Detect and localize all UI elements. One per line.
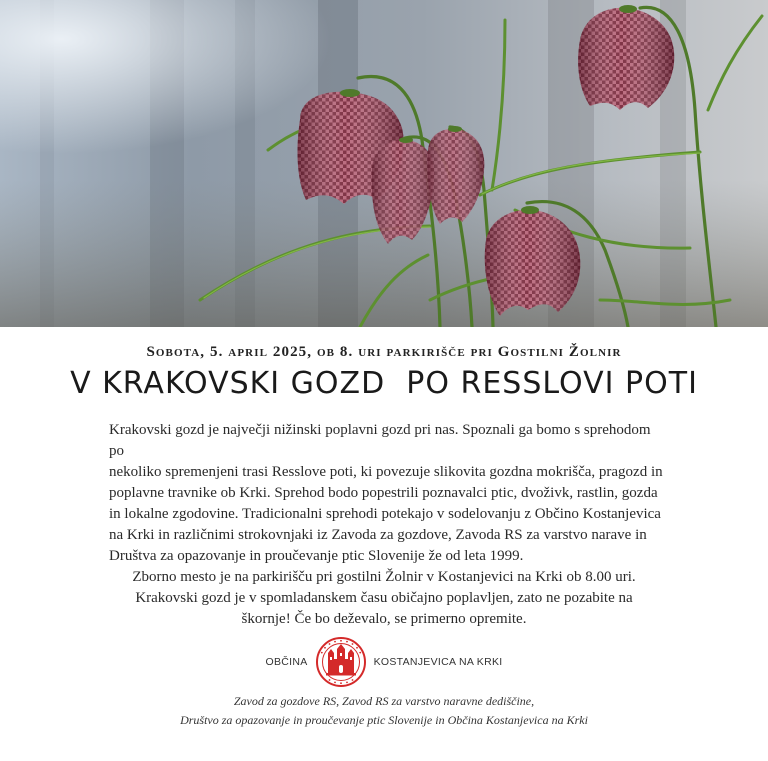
- meeting-line: Zborno mesto je na parkirišču pri gostilni Žolnir v Kostanjevici na Krki ob 8.00 uri.: [132, 569, 636, 585]
- intro-paragraph: [109, 420, 665, 567]
- intro-line: na Krki in različnimi strokovnjaki iz Zavoda za gozdove, Zavoda RS za varstvo narave in: [109, 527, 647, 543]
- intro-line: Krakovski gozd je največji nižinski poplavni gozd pri nas. Spoznali ga bomo s sprehodom po: [109, 422, 651, 459]
- intro-line: in lokalne zgodovine. Tradicionalni sprehodi potekajo v sodelovanju z Občino Kostanjevica: [109, 506, 661, 522]
- snakes-head-fritillary-photo: [0, 0, 768, 327]
- meeting-line: škornje! Če bo deževalo, se primerno opremite.: [241, 611, 527, 627]
- intro-line: Društva za opazovanje in proučevanje ptic Slovenije že od leta 1999.: [109, 548, 524, 564]
- intro-line: nekoliko spremenjeni trasi Resslove poti, ki povezuje slikovita gozdna mokrišča, pragozd in: [109, 464, 663, 480]
- footer-line: Zavod za gozdove RS, Zavod RS za varstvo naravne dediščine,: [233, 694, 535, 708]
- meeting-paragraph: [100, 567, 668, 630]
- event-title: V KRAKOVSKI GOZD PO RESSLOVI POTI: [70, 366, 698, 401]
- logo-right-text: KOSTANJEVICA NA KRKI: [373, 656, 503, 668]
- event-date-line: Sobota, 5. april 2025, ob 8. uri parkirišče pri Gostilni Žolnir: [146, 344, 622, 360]
- logo-left-text: OBČINA: [265, 656, 308, 668]
- footer-line: Društvo za opazovanje in proučevanje ptic Slovenije in Občina Kostanjevica na Krki: [180, 713, 588, 727]
- meeting-line: Krakovski gozd je v spomladanskem času običajno poplavljen, zato ne pozabite na: [135, 590, 633, 606]
- hero-photo: [0, 0, 768, 327]
- intro-line: poplavne travnike ob Krki. Sprehod bodo popestrili poznavalci ptic, dvoživk, rastlin, gozda: [109, 485, 658, 501]
- organizers-footer: [0, 692, 768, 730]
- municipality-seal-icon: [316, 637, 366, 687]
- municipality-logo: [0, 636, 768, 688]
